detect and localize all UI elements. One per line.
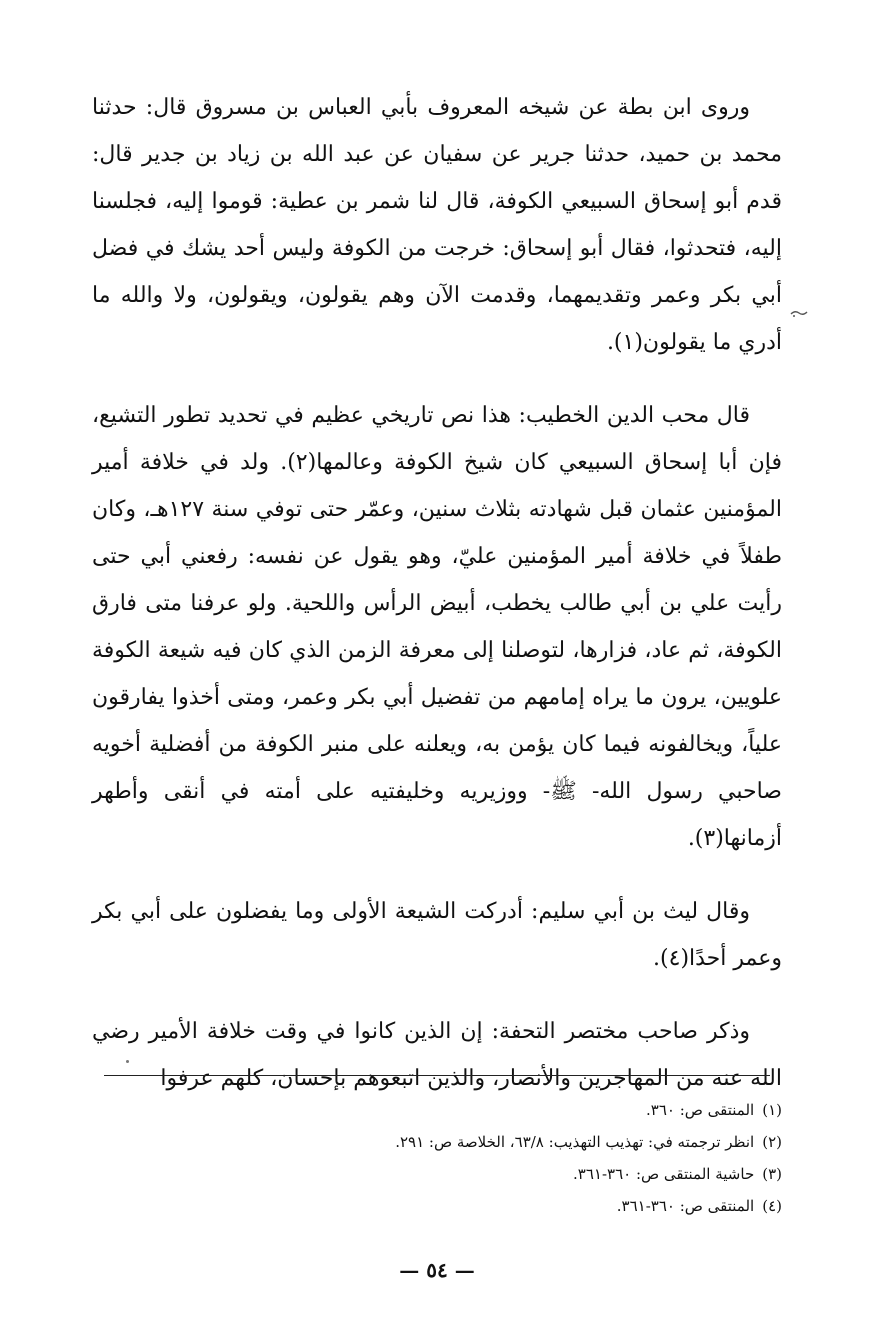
footnote-number: (١) xyxy=(762,1101,782,1119)
footnote-4 xyxy=(222,1190,782,1222)
footnote-2 xyxy=(222,1126,782,1158)
main-text xyxy=(92,84,782,1102)
footnote-text: حاشية المنتقى ص: ٣٦٠-٣٦١. xyxy=(572,1165,755,1183)
footnote-separator xyxy=(104,1075,770,1076)
page-number: — ٥٤ — xyxy=(399,1258,475,1282)
footnote-1 xyxy=(222,1094,782,1126)
scan-speck xyxy=(126,1060,129,1063)
footnote-3 xyxy=(222,1158,782,1190)
paragraph-1: وروى ابن بطة عن شيخه المعروف بأبي العباس بن مسروق قال: حدثنا محمد بن حميد، حدثنا جرير عن سفيان عن عبد الله بن زياد بن جدير قال: قدم أبو إسحاق السبيعي الكوفة، قال لنا شمر بن عطية: قوموا إليه، فجلسنا إليه، فتحدثوا، فقال أبو إسحاق: خرجت من الكوفة وليس أحد يشك في فضل أبي بكر وعمر وتقديمهما، وقدمت الآن وهم يقولون، ويقولون، ولا والله ما أدري ما يقولون(١). xyxy=(92,95,782,355)
paragraph-4: وذكر صاحب مختصر التحفة: إن الذين كانوا في وقت خلافة الأمير رضي الله عنه من المهاجرين والأنصار، والذين اتبعوهم بإحسان، كلهم عرفوا xyxy=(92,1019,782,1091)
footnote-number: (٤) xyxy=(762,1197,782,1215)
footnote-text: المنتقى ص: ٣٦٠-٣٦١. xyxy=(616,1197,755,1215)
footnote-text: المنتقى ص: ٣٦٠. xyxy=(645,1101,755,1119)
margin-ink-mark xyxy=(790,308,808,318)
paragraph-3: وقال ليث بن أبي سليم: أدركت الشيعة الأولى وما يفضلون على أبي بكر وعمر أحدًا(٤). xyxy=(92,899,782,971)
footnote-number: (٣) xyxy=(762,1165,782,1183)
footnote-number: (٢) xyxy=(762,1133,782,1151)
paragraph-2: قال محب الدين الخطيب: هذا نص تاريخي عظيم في تحديد تطور التشيع، فإن أبا إسحاق السبيعي كان شيخ الكوفة وعالمها(٢). ولد في خلافة أمير المؤمنين عثمان قبل شهادته بثلاث سنين، وعمّر حتى توفي سنة ١٢٧هـ، وكان طفلاً في خلافة أمير المؤمنين عليّ، وهو يقول عن نفسه: رفعني أبي حتى رأيت علي بن أبي طالب يخطب، أبيض الرأس واللحية. ولو عرفنا متى فارق الكوفة، ثم عاد، فزارها، لتوصلنا إلى معرفة الزمن الذي كان فيه شيعة الكوفة علويين، يرون ما يراه إمامهم من تفضيل أبي بكر وعمر، ومتى أخذوا يفارقون علياً، ويخالفونه فيما كان يؤمن به، ويعلنه على منبر الكوفة من أفضلية أخويه صاحبي رسول الله- ﷺ- ووزيريه وخليفتيه على أمته في أنقى وأطهر أزمانها(٣). xyxy=(92,403,782,851)
footnote-text: انظر ترجمته في: تهذيب التهذيب: ٦٣/٨، الخلاصة ص: ٢٩١. xyxy=(395,1133,755,1151)
footnotes xyxy=(222,1094,782,1222)
